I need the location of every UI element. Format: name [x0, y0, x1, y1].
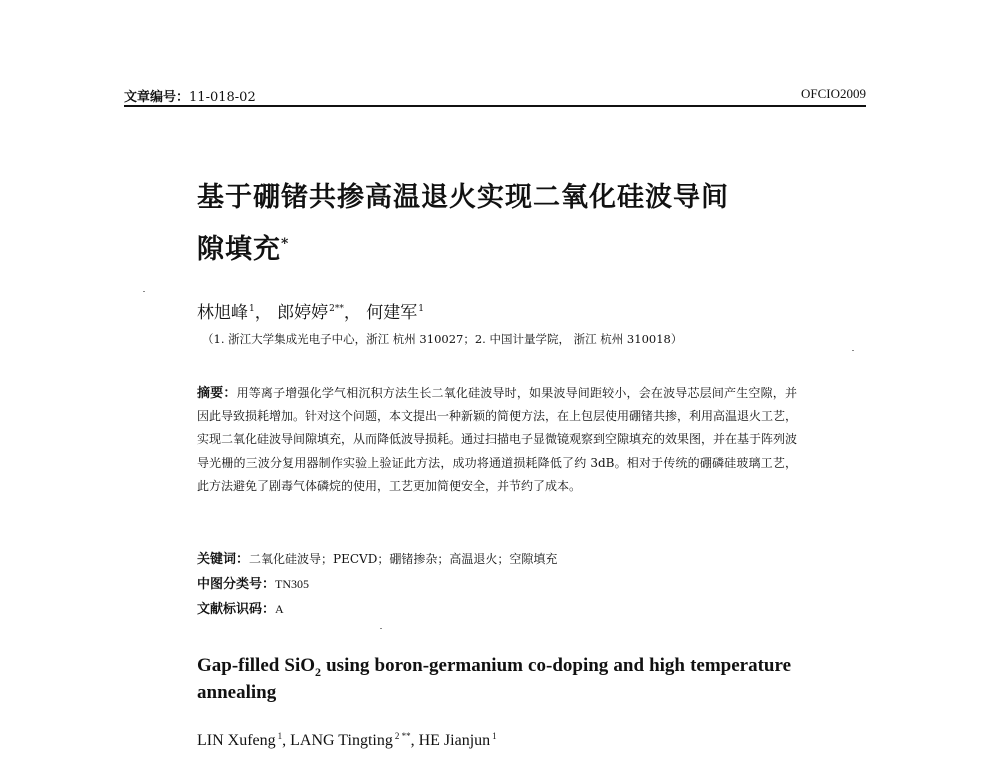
en-title-part1: Gap-filled SiO — [197, 655, 316, 676]
author-affil-mark-en: 1 — [277, 730, 283, 741]
article-number-label: 文章编号 — [124, 90, 177, 105]
scan-speck — [143, 291, 145, 292]
authors-en — [197, 732, 497, 750]
doc-code-label: 文献标识码： — [197, 602, 276, 617]
author-name-en: LANG Tingting — [290, 732, 393, 749]
abstract-text: 用等离子增强化学气相沉积方法生长二氧化硅波导时，如果波导间距较小，会在波导芯层间产生空隙，并因此导致损耗增加。针对这个问题，本文提出一种新颖的简便方法，在上包层使用硼锗共掺，利用高温退火工艺，实现二氧化硅波导间隙填充，从而降低波导损耗。通过扫描电子显微镜观察到空隙填充的效果图，并在基于阵列波导光栅的三波分复用器制作实验上验证此方法，成功将通道损耗降低了约 3dB。相对于传统的硼磷硅玻璃工艺，此方法避免了剧毒气体磷烷的使用，工艺更加简便安全，并节约了成本。 — [197, 386, 798, 493]
en-title-subscript: 2 — [315, 664, 322, 679]
authors-zh — [197, 298, 424, 323]
author-affil-mark: 1 — [249, 304, 255, 315]
keywords-value: 二氧化硅波导；PECVD；硼锗掺杂；高温退火；空隙填充 — [249, 552, 558, 566]
author-name: 何建军 — [366, 303, 418, 323]
author-separator-en: , — [410, 732, 419, 749]
conference-code: OFCIO2009 — [800, 86, 866, 101]
en-title-part2: using boron-germanium co-doping and high temperature annealing — [197, 655, 792, 703]
abstract-label: 摘要： — [197, 386, 237, 401]
affiliations: （1. 浙江大学集成光电子中心，浙江 杭州 310027；2. 中国计量学院， 浙江 杭州 310018） — [202, 332, 683, 346]
title-line-1: 基于硼锗共掺高温退火实现二氧化硅波导间 — [197, 182, 729, 213]
clc-number — [197, 573, 309, 592]
abstract-zh — [197, 382, 797, 498]
author-affil-mark-en: 1 — [492, 730, 497, 741]
paper-title-en — [197, 652, 791, 706]
author-affil-mark: 1 — [418, 304, 425, 315]
title-footnote-mark: * — [281, 236, 290, 252]
article-number-value: 11-018-02 — [189, 90, 256, 105]
author-affil-mark: 2** — [329, 304, 344, 315]
author-name: 郎婷婷 — [277, 303, 329, 323]
document-code — [197, 598, 284, 617]
keywords — [197, 548, 557, 567]
author-name-en: HE Jianjun — [418, 732, 491, 749]
author-separator-en: , — [282, 732, 291, 749]
author-name-en: LIN Xufeng — [197, 732, 276, 749]
clc-label: 中图分类号： — [197, 577, 276, 592]
title-line-2-text: 隙填充 — [197, 234, 281, 265]
author-separator: ， — [343, 303, 361, 323]
running-header — [124, 84, 866, 106]
doc-code-value: A — [275, 602, 284, 616]
article-number-sep: ： — [176, 90, 190, 105]
header-rule — [124, 105, 866, 107]
scan-speck — [852, 350, 854, 351]
title-line-2 — [197, 224, 807, 276]
article-number — [124, 86, 256, 105]
author-name: 林旭峰 — [197, 303, 248, 323]
keywords-label: 关键词： — [197, 552, 250, 567]
paper-title-zh — [197, 172, 807, 276]
clc-value: TN305 — [275, 577, 310, 591]
author-affil-mark-en: 2 ** — [394, 730, 411, 741]
scan-speck — [380, 628, 382, 629]
author-separator: ， — [254, 303, 272, 323]
